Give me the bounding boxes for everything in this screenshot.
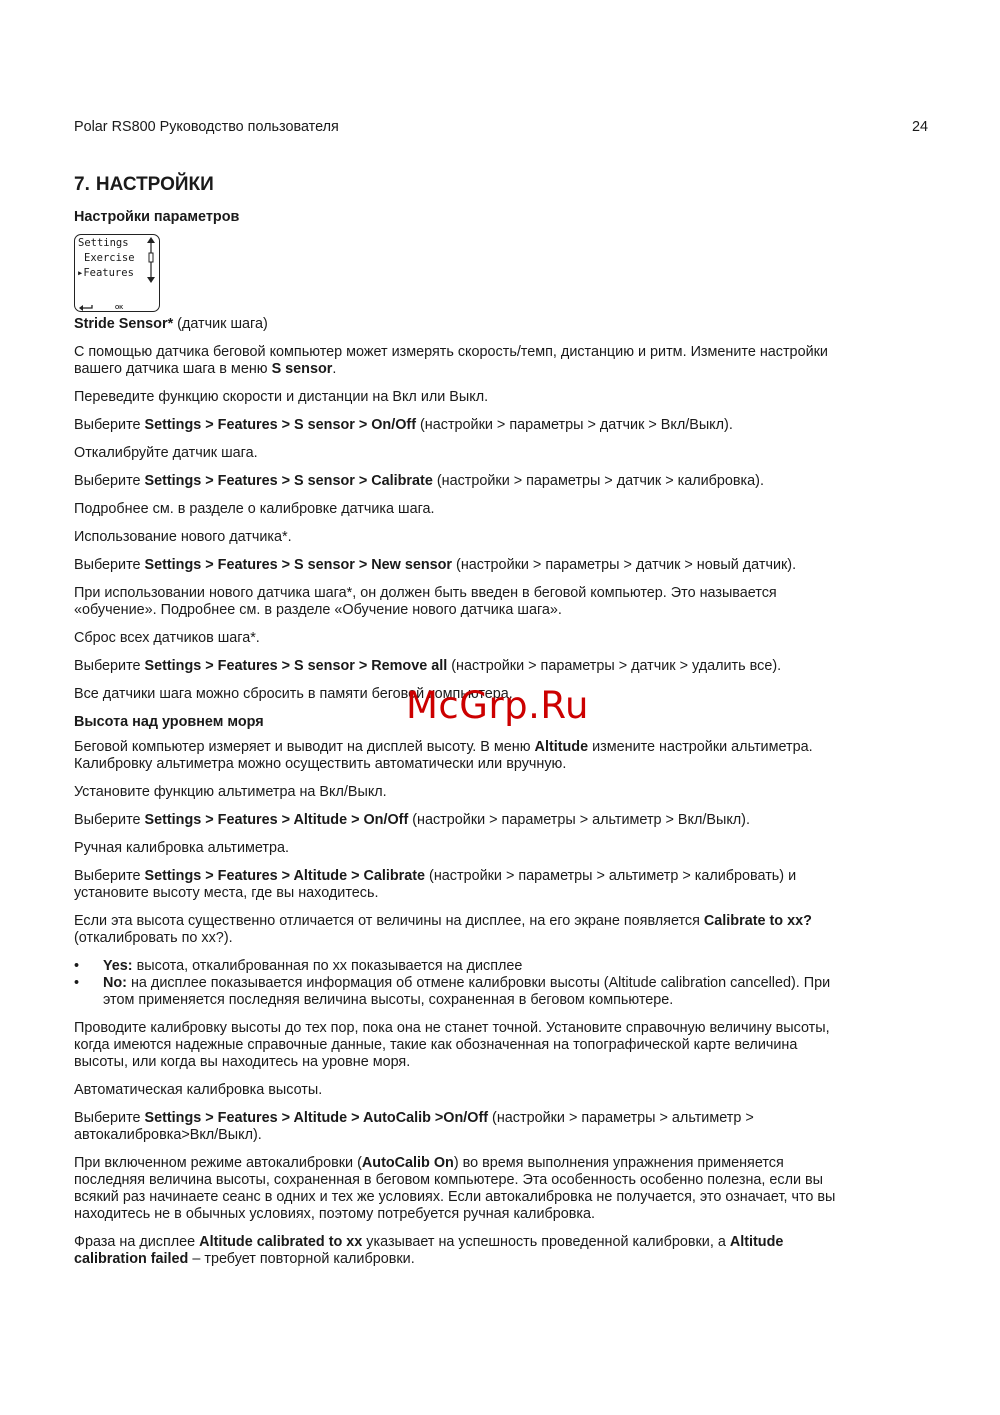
display-line-settings: Settings [78,237,129,249]
selector-arrow-icon: ▸ [77,267,84,279]
paragraph: Ручная калибровка альтиметра. [74,840,290,856]
bullet-icon: • [74,958,80,974]
paragraph: С помощью датчика беговой компьютер может измерять скорость/темп, дистанцию и ритм. Измените настройки вашего датчика шага в меню S sensor. [74,344,828,377]
chapter-number: 7. [74,174,90,195]
document-title: Polar RS800 Руководство пользователя [74,119,339,135]
menu-path-paragraph: Выберите Settings > Features > S sensor > On/Off (настройки > параметры > датчик > Вкл/Выкл). [74,417,733,433]
paragraph: Проводите калибровку высоты до тех пор, пока она не станет точной. Установите справочную величину высоты, когда имеются надежные справочные данные, такие как обозначенная на топографической карте величина высоты, или когда вы находитесь на уровне моря. [74,1020,830,1070]
display-line-features: ▸Features [77,267,134,279]
menu-path-paragraph: Выберите Settings > Features > S sensor > Remove all (настройки > параметры > датчик > удалить все). [74,658,782,674]
paragraph: Если эта высота существенно отличается от величины на дисплее, на его экране появляется Calibrate to xx? (откалибровать по xx?). [74,913,812,946]
scroll-arrows-icon [146,237,156,283]
bullet-icon: • [74,975,80,991]
menu-path-paragraph: Выберите Settings > Features > Altitude > On/Off (настройки > параметры > альтиметр > Вкл/Выкл). [74,812,750,828]
paragraph: При использовании нового датчика шага*, он должен быть введен в беговой компьютер. Это называется «обучение». Подробнее см. в разделе «Обучение нового датчика шага». [74,585,777,618]
paragraph: Сброс всех датчиков шага*. [74,630,260,646]
paragraph: Откалибруйте датчик шага. [74,445,258,461]
paragraph: Все датчики шага можно сбросить в памяти беговой компьютера. [74,686,513,702]
paragraph: Установите функцию альтиметра на Вкл/Выкл. [74,784,387,800]
watermark-logo: McGrp.Ru [406,684,589,727]
watch-display-illustration [74,234,160,312]
menu-path-paragraph: Выберите Settings > Features > S sensor > New sensor (настройки > параметры > датчик > новый датчик). [74,557,797,573]
calibration-options-list [74,958,846,1009]
menu-path-paragraph: Выберите Settings > Features > Altitude > AutoCalib >On/Off (настройки > параметры > альтиметр > автокалибровка>Вкл/Выкл). [74,1110,754,1143]
chapter-title: НАСТРОЙКИ [95,174,214,195]
stride-sensor-heading: Stride Sensor* (датчик шага) [74,316,268,332]
paragraph: Переведите функцию скорости и дистанции на Вкл или Выкл. [74,389,489,405]
paragraph: Подробнее см. в разделе о калибровке датчика шага. [74,501,435,517]
back-arrow-icon [78,303,94,311]
paragraph: Использование нового датчика*. [74,529,292,545]
paragraph: Автоматическая калибровка высоты. [74,1082,323,1098]
page-number: 24 [911,119,928,135]
section-heading-altitude: Высота над уровнем моря [74,714,264,730]
paragraph: При включенном режиме автокалибровки (AutoCalib On) во время выполнения упражнения применяется последняя величина высоты, сохраненная в беговом компьютере. Эта особенность особенно полезна, если вы всякий раз начинаете сеанс в одних и тех же условиях. Если автокалибровка не получается, это означает, что вы находитесь не в обычных условиях, поэтому потребуется ручная калибровка. [74,1155,836,1222]
paragraph: Фраза на дисплее Altitude calibrated to xx указывает на успешность проведенной калибровки, а Altitude calibration failed – требует повторной калибровки. [74,1234,784,1267]
menu-path-paragraph: Выберите Settings > Features > S sensor > Calibrate (настройки > параметры > датчик > калибровка). [74,473,764,489]
chapter-heading [74,174,846,196]
page-header [74,119,928,136]
ok-label: OK [115,305,124,311]
list-item: • Yes: высота, откалиброванная по xx показывается на дисплее [74,958,523,974]
list-item: • No: на дисплее показывается информация об отмене калибровки высоты (Altitude calibration cancelled). При этом применяется последняя величина высоты, сохраненная в беговом компьютере. [74,975,831,1008]
menu-path-paragraph: Выберите Settings > Features > Altitude > Calibrate (настройки > параметры > альтиметр > калибровать) и установите высоту места, где вы находитесь. [74,868,797,901]
display-line-exercise: Exercise [84,252,135,264]
paragraph: Беговой компьютер измеряет и выводит на дисплей высоту. В меню Altitude измените настройки альтиметра. Калибровку альтиметра можно осуществить автоматически или вручную. [74,739,813,772]
section-heading-features: Настройки параметров [74,209,240,225]
